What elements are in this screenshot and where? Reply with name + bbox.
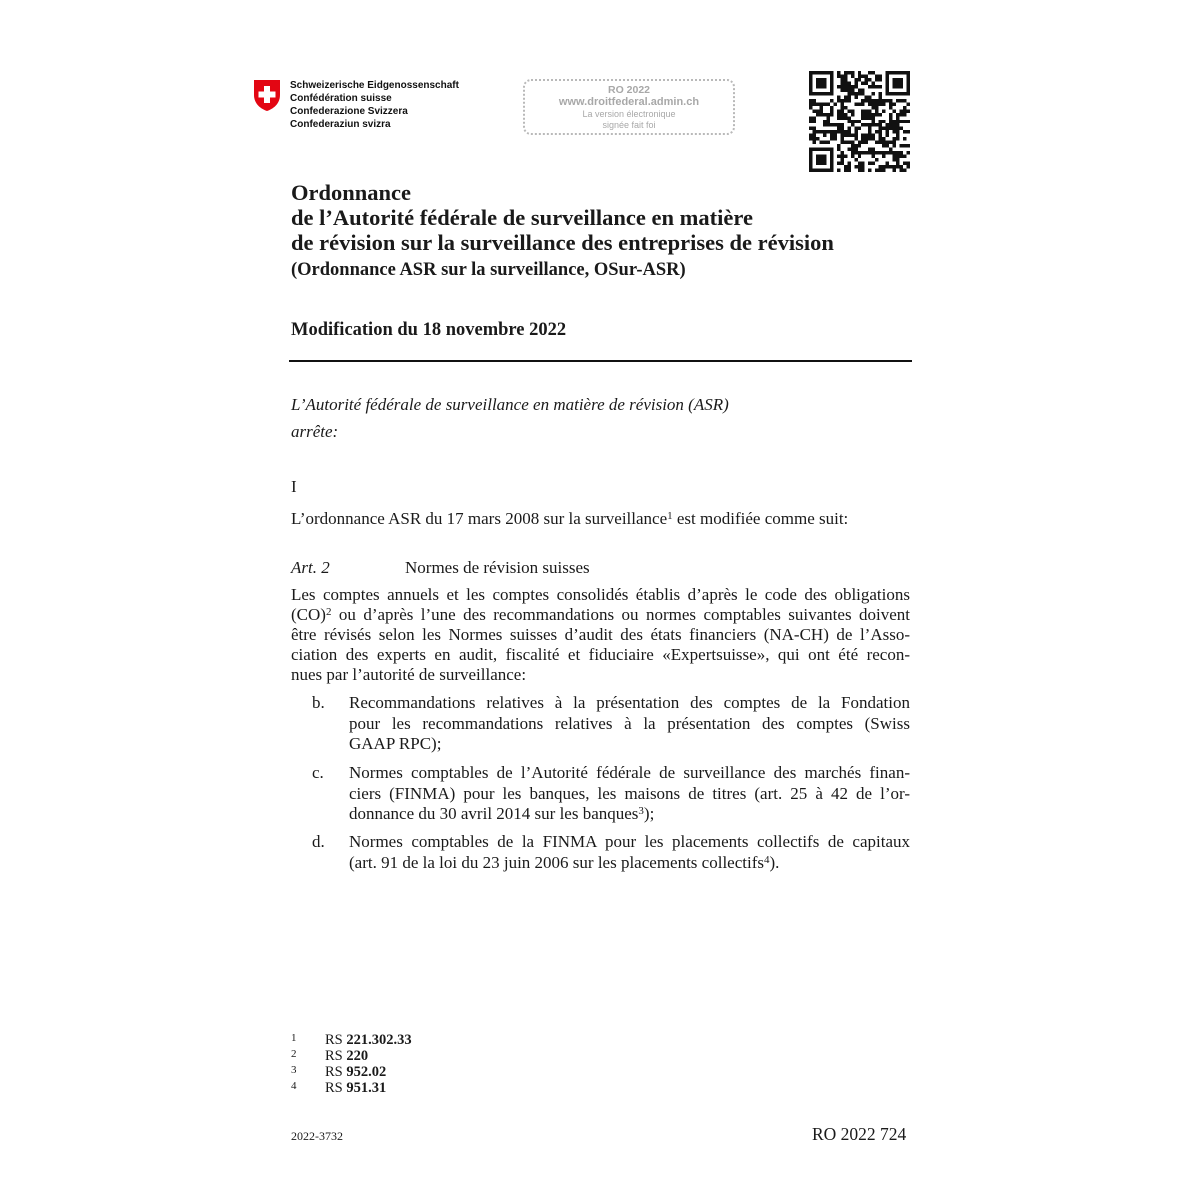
list-item-line: ciers (FINMA) pour les banques, les maisons de titres (art. 25 à 42 de l’or- (349, 783, 910, 803)
article-paragraph (291, 585, 910, 685)
list-item-line (349, 804, 910, 825)
footnote-prefix: RS (325, 1048, 347, 1064)
section-number: I (291, 477, 297, 496)
footnote-number: 3 (291, 1064, 297, 1076)
list-letter: d. (312, 832, 325, 851)
org-line-rm: Confederaziun svizra (290, 119, 391, 130)
list-item-line-text: donnance du 30 avril 2014 sur les banques (349, 804, 639, 823)
footnote-2 (291, 1048, 368, 1064)
org-line-fr: Confédération suisse (290, 93, 392, 104)
list-item-line: Recommandations relatives à la présentation des comptes de la Fondation (349, 693, 910, 712)
org-line-de: Schweizerische Eidgenossenschaft (290, 80, 459, 91)
list-item-line: GAAP RPC); (349, 734, 442, 753)
footnote-ref-3: 3 (638, 805, 644, 817)
federal-administration-name (290, 79, 459, 131)
intro-paragraph (291, 509, 848, 529)
list-letter: c. (312, 763, 324, 782)
footnote-reference: 952.02 (346, 1064, 387, 1080)
list-item-line-text: (art. 91 de la loi du 23 juin 2006 sur les placements collectifs (349, 852, 764, 872)
title-line-2: de l’Autorité fédérale de surveillance en matière (291, 205, 753, 230)
article-number: Art. 2 (291, 558, 330, 577)
paragraph-line: nues par l’autorité de surveillance: (291, 665, 527, 684)
footnote-ref-1: 1 (667, 510, 673, 522)
intro-text-end: est modifiée comme suit: (672, 509, 849, 528)
org-line-it: Confederazione Svizzera (290, 106, 408, 117)
footnote-1 (291, 1032, 412, 1048)
paragraph-line (291, 605, 910, 625)
list-item-line-end: ). (769, 852, 780, 872)
footnote-reference: 951.31 (346, 1080, 387, 1096)
article-title: Normes de révision suisses (405, 558, 590, 577)
intro-text: L’ordonnance ASR du 17 mars 2008 sur la surveillance (291, 509, 668, 528)
list-item-line (349, 853, 910, 874)
document-title (291, 180, 834, 255)
footnote-reference: 221.302.33 (346, 1032, 412, 1048)
stamp-note-2: signée fait foi (602, 120, 656, 130)
footnote-number: 1 (291, 1032, 297, 1044)
preamble-decrees: arrête: (291, 422, 339, 441)
paragraph-line: être révisés selon les Normes suisses d’audit des états financiers (NA-CH) de l’Asso- (291, 625, 910, 644)
preamble (291, 391, 729, 445)
paragraph-line: ciation des experts en audit, fiscalité et fiduciaire «Expertsuisse», qui ont été recon- (291, 645, 910, 664)
list-item-c (312, 763, 910, 825)
footnote-prefix: RS (325, 1032, 347, 1048)
preamble-authority: L’Autorité fédérale de surveillance en matière de révision (ASR) (291, 395, 729, 414)
footnote-number: 4 (291, 1080, 297, 1092)
footnote-ref-4: 4 (763, 853, 770, 866)
stamp-collection: RO 2022 (607, 84, 651, 96)
title-line-1: Ordonnance (291, 180, 412, 205)
stamp-note-1: La version électronique (582, 109, 676, 119)
title-divider (289, 360, 912, 362)
document-number: 2022-3732 (291, 1129, 343, 1143)
footnote-reference: 220 (346, 1048, 369, 1064)
footnote-ref-2: 2 (325, 606, 332, 618)
list-item-line-end: ); (643, 804, 655, 823)
list-item-d (312, 832, 910, 873)
electronic-signature-stamp (523, 79, 735, 135)
swiss-coat-of-arms-icon (252, 78, 282, 112)
footnote-3 (291, 1064, 386, 1080)
stamp-website: www.droitfederal.admin.ch (558, 96, 700, 108)
modification-date: Modification du 18 novembre 2022 (291, 320, 567, 340)
paragraph-line-text: ou d’après l’une des recommandations ou normes comptables suivantes doivent (338, 605, 910, 624)
footnote-prefix: RS (325, 1064, 347, 1080)
paragraph-line-prefix: (CO) (291, 605, 326, 624)
list-item-line: pour les recommandations relatives à la présentation des comptes (Swiss (349, 713, 910, 733)
official-collection-number: RO 2022 724 (812, 1124, 907, 1144)
list-item-b (312, 693, 910, 755)
document-short-title: (Ordonnance ASR sur la surveillance, OSur-ASR) (291, 260, 686, 280)
list-item-line: Normes comptables de la FINMA pour les placements collectifs de capitaux (349, 832, 910, 851)
footnote-4 (291, 1080, 386, 1096)
footnote-prefix: RS (325, 1080, 347, 1096)
list-letter: b. (312, 693, 325, 712)
paragraph-line: Les comptes annuels et les comptes consolidés établis d’après le code des obligations (291, 585, 910, 604)
footnote-number: 2 (291, 1048, 297, 1060)
list-item-line: Normes comptables de l’Autorité fédérale de surveillance des marchés finan- (349, 763, 910, 782)
qr-code-icon (809, 71, 910, 172)
title-line-3: de révision sur la surveillance des entreprises de révision (291, 230, 834, 255)
